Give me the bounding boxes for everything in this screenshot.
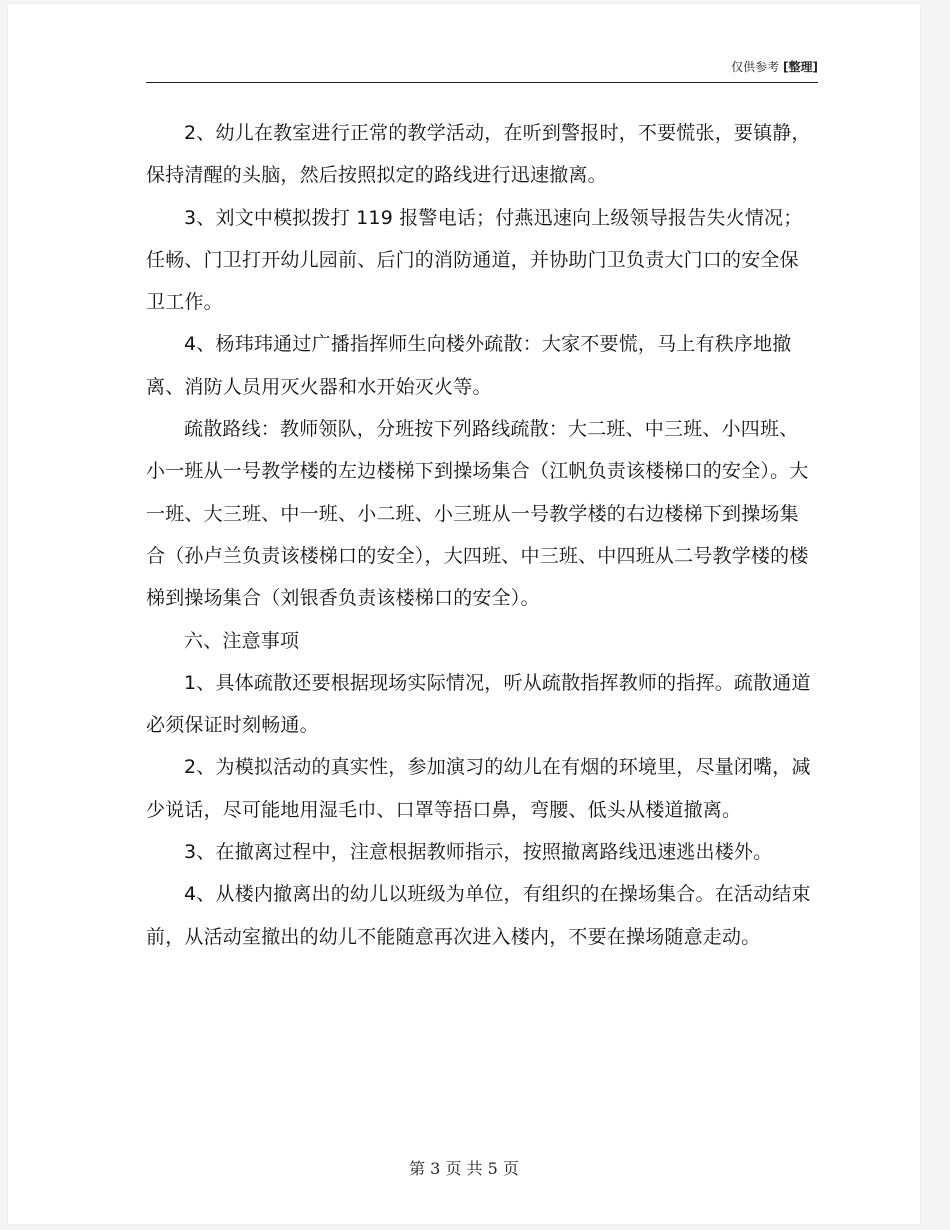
header-tag: [整理] (783, 60, 818, 74)
paragraph: 3、在撤离过程中，注意根据教师指示，按照撤离路线迅速逃出楼外。 (184, 841, 773, 864)
page-footer: 第 3 页 共 5 页 (409, 1159, 519, 1178)
page-header (146, 60, 818, 83)
paragraph: 2、为模拟活动的真实性，参加演习的幼儿在有烟的环境里，尽量闭嘴，减少说话，尽可能地用湿毛巾、口罩等捂口鼻，弯腰、低头从楼道撤离。 (146, 756, 811, 821)
document-page (8, 4, 920, 1224)
paragraph: 4、杨玮玮通过广播指挥师生向楼外疏散：大家不要慌，马上有秩序地撤离、消防人员用灭火器和水开始灭火等。 (146, 333, 792, 398)
section-heading: 六、注意事项 (184, 629, 300, 652)
header-note (731, 60, 818, 74)
paragraph: 2、幼儿在教室进行正常的教学活动，在听到警报时，不要慌张，要镇静，保持清醒的头脑，然后按照拟定的路线进行迅速撤离。 (146, 122, 811, 187)
paragraph: 4、从楼内撤离出的幼儿以班级为单位，有组织的在操场集合。在活动结束前，从活动室撤出的幼儿不能随意再次进入楼内，不要在操场随意走动。 (146, 883, 811, 948)
paragraph: 3、刘文中模拟拨打 119 报警电话；付燕迅速向上级领导报告失火情况；任畅、门卫打开幼儿园前、后门的消防通道，并协助门卫负责大门口的安全保卫工作。 (146, 206, 803, 314)
paragraph: 1、具体疏散还要根据现场实际情况，听从疏散指挥教师的指挥。疏散通道必须保证时刻畅通。 (146, 671, 811, 737)
paragraph: 疏散路线：教师领队，分班按下列路线疏散：大二班、中三班、小四班、小一班从一号教学楼的左边楼梯下到操场集合（江帆负责该楼梯口的安全）。大一班、大三班、中一班、小二班、小三班从一号教学楼的右边楼梯下到操场集合（孙卢兰负责该楼梯口的安全），大四班、中三班、中四班从二号教学楼的楼梯到操场集合（刘银香负责该楼梯口的安全）。 (146, 418, 809, 610)
header-prefix: 仅供参考 (731, 60, 780, 74)
document-body (146, 112, 816, 958)
